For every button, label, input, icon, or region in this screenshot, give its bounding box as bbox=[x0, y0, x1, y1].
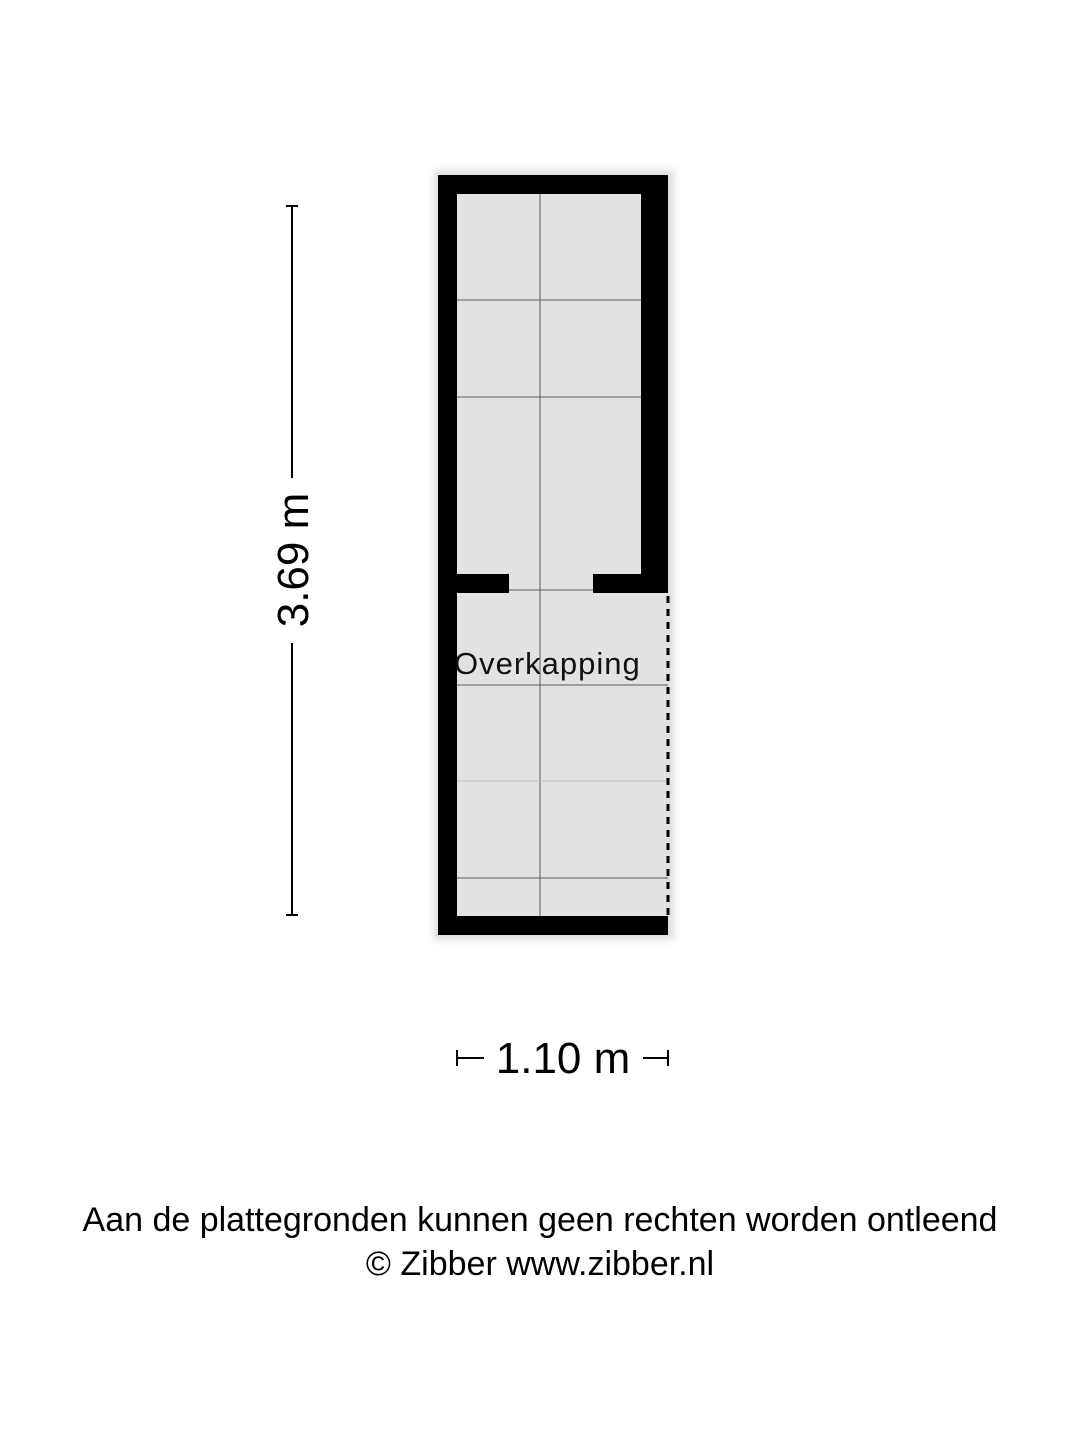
wall-bottom bbox=[438, 916, 668, 935]
wall-left bbox=[438, 175, 457, 935]
footer bbox=[0, 1198, 1080, 1286]
wall-stub-right bbox=[593, 574, 668, 593]
wall-top bbox=[438, 175, 668, 194]
disclaimer-text: Aan de plattegronden kunnen geen rechten worden ontleend bbox=[82, 1201, 998, 1239]
wall-stub-left bbox=[457, 574, 509, 593]
credit-text: © Zibber www.zibber.nl bbox=[365, 1245, 715, 1283]
width-dimension-label: 1.10 m bbox=[495, 1034, 631, 1083]
floor-area bbox=[457, 193, 668, 917]
depth-dimension-label: 3.69 m bbox=[269, 492, 318, 628]
room-label: Overkapping bbox=[454, 646, 641, 681]
wall-right-upper bbox=[641, 175, 668, 593]
